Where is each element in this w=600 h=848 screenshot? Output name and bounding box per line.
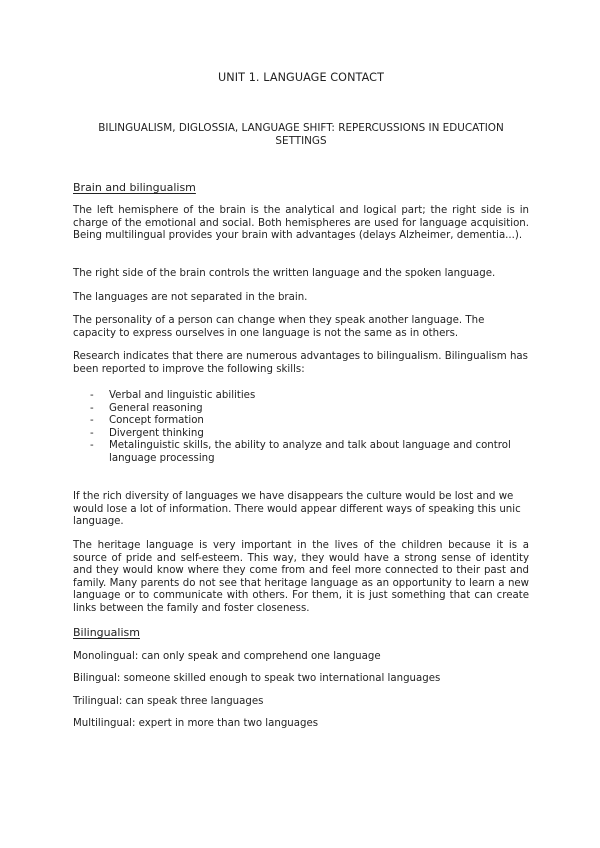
document-subtitle: BILINGUALISM, DIGLOSSIA, LANGUAGE SHIFT: REPERCUSSIONS IN EDUCATION SETTINGS: [98, 122, 504, 147]
list-item: - General reasoning: [90, 402, 203, 414]
document-title: UNIT 1. LANGUAGE CONTACT: [217, 71, 385, 84]
paragraph-personality: The personality of a person can change when they speak another language. The capacity to express ourselves in one language is not the same as in others.: [73, 315, 485, 339]
definition-multilingual: Multilingual: expert in more than two languages: [73, 718, 319, 729]
paragraph-right-side: The right side of the brain controls the written language and the spoken language.: [73, 268, 496, 279]
paragraph-research: Research indicates that there are numerous advantages to bilingualism. Bilingualism has been reported to improve the following skills:: [73, 351, 528, 375]
paragraph-heritage: The heritage language is very important in the lives of the children because it is a source of pride and self-esteem. This way, they would have a strong sense of identity and they would know where they come from and feel more connected to their past and family. Many parents do not see that heritage language as an opportunity to learn a new language or to communicate with others. For them, it is just something that can create links between the family and foster closeness.: [73, 540, 529, 614]
list-dash: -: [90, 415, 94, 427]
definition-monolingual: Monolingual: can only speak and comprehend one language: [73, 651, 381, 662]
definition-bilingual: Bilingual: someone skilled enough to speak two international languages: [73, 673, 441, 684]
section-heading-brain: Brain and bilingualism: [73, 181, 196, 194]
list-dash: -: [90, 390, 94, 401]
section-heading-bilingualism: Bilingualism: [73, 626, 140, 639]
skills-list: [90, 390, 530, 466]
list-dash: -: [90, 440, 94, 452]
definition-trilingual: Trilingual: can speak three languages: [73, 696, 264, 707]
paragraph-not-separated: The languages are not separated in the brain.: [73, 292, 308, 303]
list-item: - Divergent thinking: [90, 427, 204, 439]
list-dash: -: [90, 402, 94, 414]
list-item: - Concept formation: [90, 415, 204, 427]
paragraph-hemispheres: The left hemisphere of the brain is the analytical and logical part; the right side is in charge of the emotional and social. Both hemispheres are used for language acquisition. Being multilingual provides your brain with advantages (delays Alzheimer, dementia...).: [73, 205, 529, 242]
list-item: - Metalinguistic skills, the ability to analyze and talk about language and control language processing: [90, 440, 511, 464]
list-item: - Verbal and linguistic abilities: [90, 390, 256, 401]
paragraph-diversity: If the rich diversity of languages we have disappears the culture would be lost and we would lose a lot of information. There would appear different ways of speaking this unic language.: [73, 491, 521, 528]
list-dash: -: [90, 427, 94, 439]
